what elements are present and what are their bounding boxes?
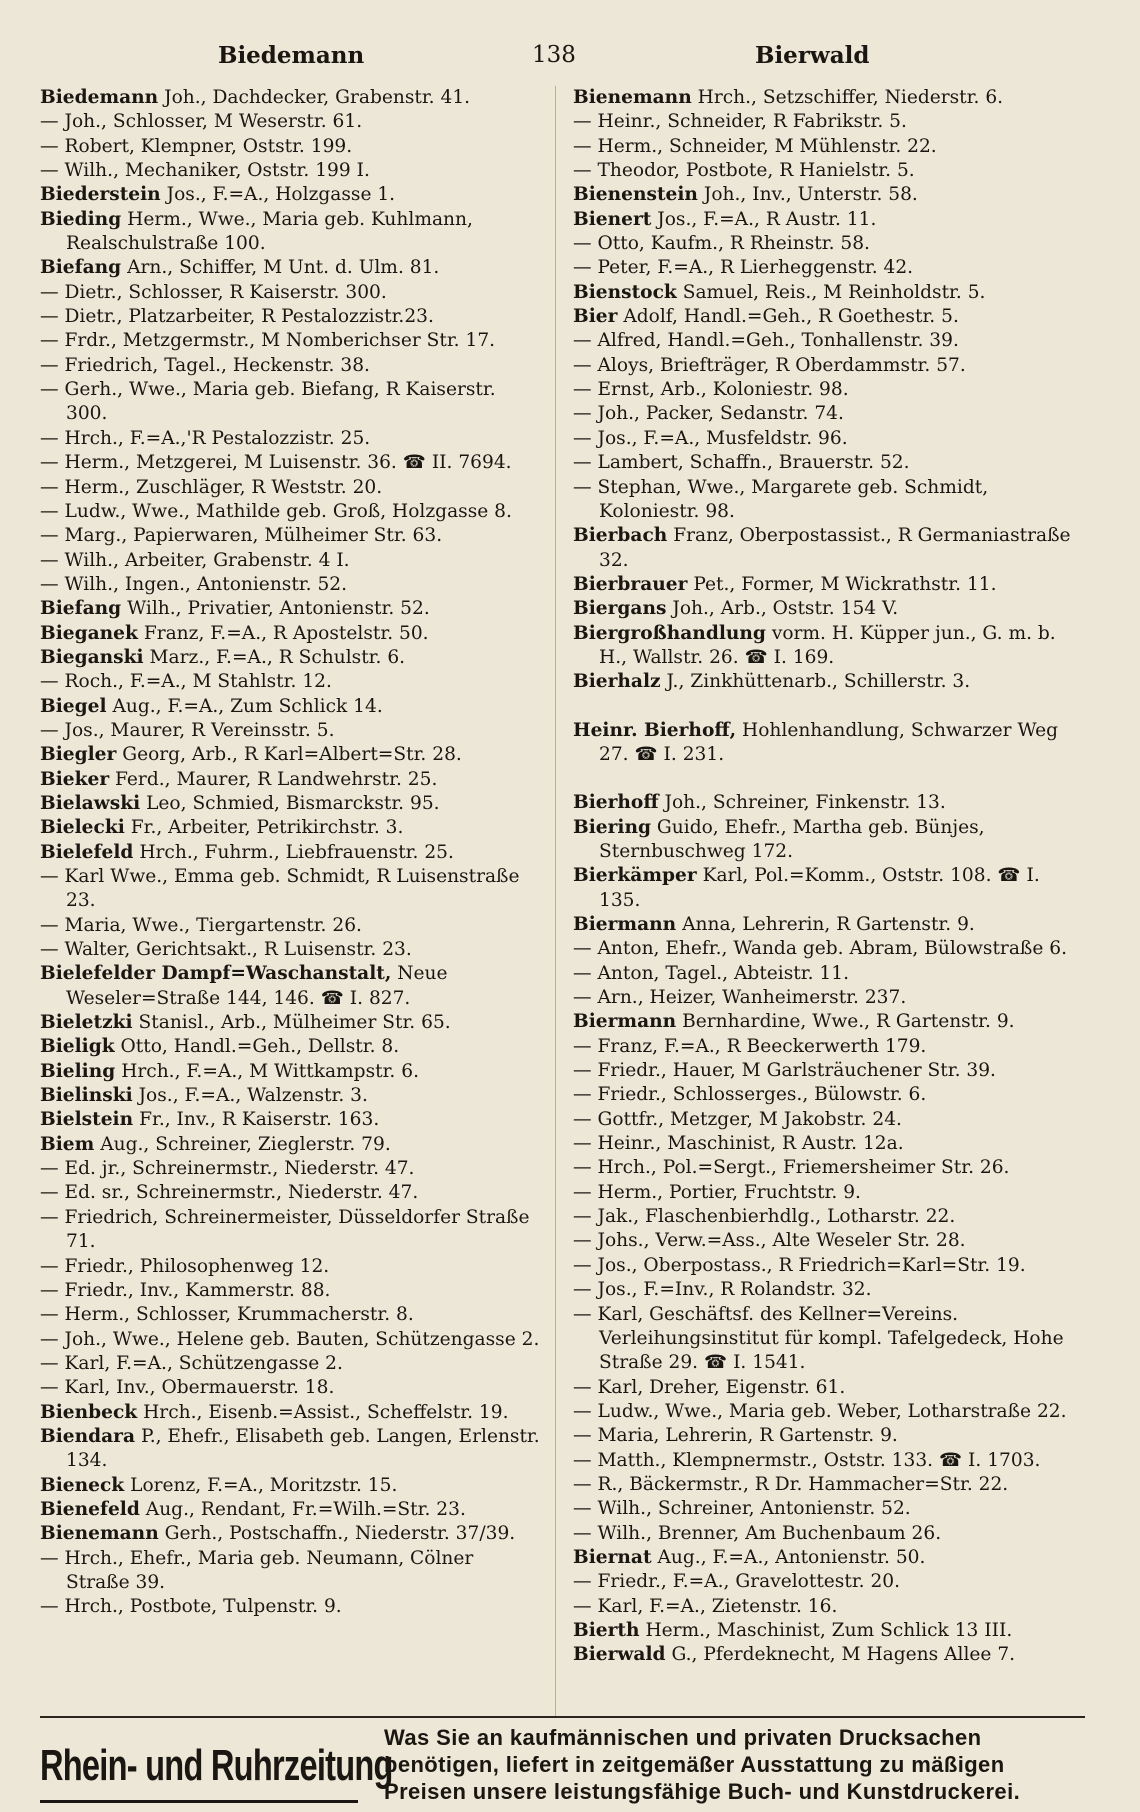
entry-details: Aug., F.=A., Antonienstr. 50. xyxy=(657,1546,926,1568)
directory-entry xyxy=(40,1522,540,1546)
entry-details: — Arn., Heizer, Wanheimerstr. 237. xyxy=(573,987,907,1009)
directory-entry xyxy=(40,1084,540,1108)
entry-details: — Herm., Portier, Fruchtstr. 9. xyxy=(573,1181,861,1203)
entry-details: Fr., Arbeiter, Petrikirchstr. 3. xyxy=(130,817,404,839)
directory-entry xyxy=(573,1229,1073,1253)
newspaper-logo: Rhein- und Ruhrzeitung xyxy=(40,1741,393,1790)
entry-details: — Maria, Lehrerin, R Gartenstr. 9. xyxy=(573,1425,898,1447)
entry-details: Herm., Wwe., Maria geb. Kuhlmann, Realschulstraße 100. xyxy=(66,208,473,255)
entry-details: Jos., F.=A., R Austr. 11. xyxy=(657,208,877,230)
directory-entry xyxy=(573,1570,1073,1594)
directory-entry xyxy=(40,183,540,207)
entry-details: Franz, F.=A., R Apostelstr. 50. xyxy=(143,622,429,644)
entry-details: — Maria, Wwe., Tiergartenstr. 26. xyxy=(40,914,362,936)
directory-entry xyxy=(40,524,540,548)
entry-details: Jos., F.=A., Walzenstr. 3. xyxy=(138,1085,368,1107)
directory-entry xyxy=(40,159,540,183)
directory-entry xyxy=(40,305,540,329)
entry-details: — Karl, Geschäftsf. des Kellner=Vereins. Verleihungsinstitut für kompl. Tafelgedeck, Hohe Straße 29. ☎ I. 1541. xyxy=(573,1303,1064,1374)
directory-entry xyxy=(573,378,1073,402)
entry-surname: Bielecki xyxy=(40,817,125,839)
entry-details: — Gottfr., Metzger, M Jakobstr. 24. xyxy=(573,1108,902,1130)
entry-details: Aug., Rendant, Fr.=Wilh.=Str. 23. xyxy=(145,1498,466,1520)
entry-surname: Biefang xyxy=(40,257,122,279)
entry-details: — Dietr., Platzarbeiter, R Pestalozzistr.23. xyxy=(40,306,434,328)
entry-details: — Ludw., Wwe., Mathilde geb. Groß, Holzgasse 8. xyxy=(40,500,512,522)
directory-entry xyxy=(573,256,1073,280)
entry-details: — Dietr., Schlosser, R Kaiserstr. 300. xyxy=(40,281,387,303)
entry-details: — Friedr., Schlosserges., Bülowstr. 6. xyxy=(573,1084,927,1106)
entry-details: — Joh., Wwe., Helene geb. Bauten, Schützengasse 2. xyxy=(40,1328,540,1350)
entry-details: Ferd., Maurer, R Landwehrstr. 25. xyxy=(115,768,438,790)
entry-details: — Anton, Ehefr., Wanda geb. Abram, Bülowstraße 6. xyxy=(573,938,1067,960)
directory-entry xyxy=(573,354,1073,378)
entry-details: — Ludw., Wwe., Maria geb. Weber, Lotharstraße 22. xyxy=(573,1400,1067,1422)
entry-surname: Bierhalz xyxy=(573,671,661,693)
entry-details: — Aloys, Briefträger, R Oberdammstr. 57. xyxy=(573,354,966,376)
directory-entry xyxy=(40,695,540,719)
entry-surname: Bielstein xyxy=(40,1109,134,1131)
directory-entry xyxy=(573,719,1073,768)
column-divider xyxy=(555,86,556,1716)
directory-entry xyxy=(573,524,1073,573)
entry-surname: Biegel xyxy=(40,695,107,717)
entry-details: Aug., Schreiner, Zieglerstr. 79. xyxy=(100,1133,391,1155)
entry-details: Bernhardine, Wwe., R Gartenstr. 9. xyxy=(682,1011,1015,1033)
entry-details: — Friedr., Philosophenweg 12. xyxy=(40,1255,330,1277)
directory-entry xyxy=(573,1303,1073,1376)
directory-entry xyxy=(40,792,540,816)
entry-details: — Wilh., Arbeiter, Grabenstr. 4 I. xyxy=(40,549,350,571)
directory-entry xyxy=(573,208,1073,232)
ad-line: Preisen unsere leistungsfähige Buch- und Kunstdruckerei. xyxy=(384,1779,1021,1804)
directory-entry xyxy=(40,914,540,938)
entry-details: J., Zinkhüttenarb., Schillerstr. 3. xyxy=(666,671,971,693)
entry-details: — Friedr., F.=A., Gravelottestr. 20. xyxy=(573,1571,901,1593)
directory-entry xyxy=(573,986,1073,1010)
entry-details: — Herm., Schlosser, Krummacherstr. 8. xyxy=(40,1304,414,1326)
entry-surname: Bienstock xyxy=(573,281,677,303)
directory-entry xyxy=(40,1206,540,1255)
directory-entry xyxy=(40,646,540,670)
entry-details: — Theodor, Postbote, R Hanielstr. 5. xyxy=(573,160,915,182)
entry-details: — Matth., Klempnermstr., Oststr. 133. ☎ I. 1703. xyxy=(573,1449,1041,1471)
directory-entry xyxy=(573,1546,1073,1570)
directory-entry xyxy=(40,1328,540,1352)
directory-entry xyxy=(40,1108,540,1132)
entry-details: Hrch., F.=A., M Wittkampstr. 6. xyxy=(121,1060,419,1082)
entry-surname: Biergroßhandlung xyxy=(573,622,766,644)
entry-details: — Frdr., Metzgermstr., M Nomberichser Str. 17. xyxy=(40,330,496,352)
entry-details: — Karl, Dreher, Eigenstr. 61. xyxy=(573,1376,846,1398)
entry-details: — Peter, F.=A., R Lierheggenstr. 42. xyxy=(573,257,914,279)
header-right-keyword: Bierwald xyxy=(755,42,870,69)
directory-entry xyxy=(40,1498,540,1522)
entry-details: — Alfred, Handl.=Geh., Tonhallenstr. 39. xyxy=(573,330,959,352)
directory-entry xyxy=(40,1547,540,1596)
entry-details: — Jos., Maurer, R Vereinsstr. 5. xyxy=(40,719,335,741)
directory-entry xyxy=(573,622,1073,671)
entry-details: Karl, Pol.=Komm., Oststr. 108. ☎ I. 135. xyxy=(599,865,1040,911)
directory-entry xyxy=(40,841,540,865)
entry-surname: Bieker xyxy=(40,768,110,790)
directory-entry xyxy=(40,670,540,694)
directory-entry xyxy=(573,670,1073,694)
entry-details: — Heinr., Schneider, R Fabrikstr. 5. xyxy=(573,111,907,133)
directory-entry xyxy=(573,86,1073,110)
entry-details: Herm., Maschinist, Zum Schlick 13 III. xyxy=(645,1619,1013,1641)
entry-surname: Biermann xyxy=(573,914,677,935)
entry-details: Lorenz, F.=A., Moritzstr. 15. xyxy=(130,1474,398,1496)
directory-entry xyxy=(40,549,540,573)
directory-entry xyxy=(573,937,1073,961)
entry-surname: Bier xyxy=(573,306,618,328)
entry-surname: Biedemann xyxy=(40,87,159,108)
directory-entry xyxy=(573,159,1073,183)
entry-surname: Biering xyxy=(573,816,651,838)
entry-details: G., Pferdeknecht, M Hagens Allee 7. xyxy=(671,1644,1016,1666)
entry-surname: Bielefelder Dampf=Waschanstalt, xyxy=(40,963,392,985)
entry-details: — Herm., Metzgerei, M Luisenstr. 36. ☎ II. 7694. xyxy=(40,452,512,474)
directory-entry xyxy=(40,451,540,475)
entry-details: Pet., Former, M Wickrathstr. 11. xyxy=(693,573,997,595)
directory-entry xyxy=(573,1083,1073,1107)
entry-details: Gerh., Postschaffn., Niederstr. 37/39. xyxy=(164,1523,516,1545)
entry-surname: Biem xyxy=(40,1133,95,1155)
entry-details: — Johs., Verw.=Ass., Alte Weseler Str. 28. xyxy=(573,1230,966,1252)
entry-details: — Wilh., Schreiner, Antonienstr. 52. xyxy=(573,1498,911,1520)
entry-surname: Bieneck xyxy=(40,1474,125,1496)
entry-details: Stanisl., Arb., Mülheimer Str. 65. xyxy=(138,1012,451,1034)
entry-details: Samuel, Reis., M Reinholdstr. 5. xyxy=(682,281,986,303)
directory-entry xyxy=(40,86,540,110)
directory-entry xyxy=(573,1595,1073,1619)
directory-entry xyxy=(573,1643,1073,1667)
entry-details: Marz., F.=A., R Schulstr. 6. xyxy=(149,646,406,668)
entry-details: — Lambert, Schaffn., Brauerstr. 52. xyxy=(573,452,910,474)
entry-details: Hrch., Eisenb.=Assist., Scheffelstr. 19. xyxy=(143,1401,509,1423)
directory-entry xyxy=(573,476,1073,525)
entry-details: Guido, Ehefr., Martha geb. Bünjes, Sternbuschweg 172. xyxy=(599,816,985,862)
entry-details: vorm. H. Küpper jun., G. m. b. H., Wallstr. 26. ☎ I. 169. xyxy=(599,622,1056,668)
entry-details: Hohlenhandlung, Schwarzer Weg 27. ☎ I. 231. xyxy=(599,719,1058,765)
directory-entry xyxy=(573,913,1073,937)
directory-entry xyxy=(573,1424,1073,1448)
entry-details: — Franz, F.=A., R Beeckerwerth 179. xyxy=(573,1035,927,1057)
directory-entry xyxy=(573,402,1073,426)
directory-entry xyxy=(573,1619,1073,1643)
directory-entry xyxy=(573,135,1073,159)
entry-details: — Wilh., Mechaniker, Oststr. 199 I. xyxy=(40,160,370,182)
entry-surname: Bienert xyxy=(573,208,652,230)
directory-entry xyxy=(573,232,1073,256)
directory-entry xyxy=(573,1108,1073,1132)
entry-details: Aug., F.=A., Zum Schlick 14. xyxy=(112,695,383,717)
entry-surname: Bienenstein xyxy=(573,184,698,206)
directory-entry xyxy=(40,962,540,1011)
entry-details: — Otto, Kaufm., R Rheinstr. 58. xyxy=(573,233,870,255)
directory-entry xyxy=(40,135,540,159)
directory-entry xyxy=(573,864,1073,913)
entry-surname: Biergans xyxy=(573,598,667,620)
entry-details: Joh., Arb., Oststr. 154 V. xyxy=(672,598,899,620)
directory-entry xyxy=(40,1011,540,1035)
entry-details: — R., Bäckermstr., R Dr. Hammacher=Str. 22. xyxy=(573,1473,1009,1495)
directory-entry xyxy=(40,1595,540,1619)
entry-surname: Bienefeld xyxy=(40,1498,140,1520)
entry-surname: Biernat xyxy=(573,1546,652,1568)
directory-entry xyxy=(573,1473,1073,1497)
entry-surname: Bierth xyxy=(573,1619,640,1641)
directory-entry xyxy=(573,1497,1073,1521)
entry-surname: Biederstein xyxy=(40,184,161,206)
entry-surname: Bieletzki xyxy=(40,1012,133,1034)
entry-details: — Ed. sr., Schreinermstr., Niederstr. 47. xyxy=(40,1182,419,1204)
directory-entry xyxy=(40,1133,540,1157)
directory-entry xyxy=(40,281,540,305)
entry-details: — Hrch., Ehefr., Maria geb. Neumann, Cölner Straße 39. xyxy=(40,1547,474,1593)
directory-entry xyxy=(40,427,540,451)
entry-details: — Hrch., F.=A.,'R Pestalozzistr. 25. xyxy=(40,427,371,449)
entry-details: — Karl, Inv., Obermauerstr. 18. xyxy=(40,1377,335,1399)
entry-details: Adolf, Handl.=Geh., R Goethestr. 5. xyxy=(623,306,959,328)
directory-entry xyxy=(40,1474,540,1498)
directory-entry xyxy=(40,816,540,840)
directory-entry xyxy=(40,1060,540,1084)
directory-entry xyxy=(573,1156,1073,1180)
directory-entry xyxy=(573,816,1073,865)
logo-underline xyxy=(40,1800,358,1803)
entry-details: — Heinr., Maschinist, R Austr. 12a. xyxy=(573,1133,904,1155)
directory-entry xyxy=(40,865,540,914)
entry-surname: Bielawski xyxy=(40,792,141,814)
advertisement-rule xyxy=(40,1716,1085,1718)
entry-details: — Ernst, Arb., Koloniestr. 98. xyxy=(573,379,849,401)
directory-entry xyxy=(573,427,1073,451)
entry-surname: Biermann xyxy=(573,1011,677,1033)
entry-details: — Karl, F.=A., Schützengasse 2. xyxy=(40,1352,343,1374)
entry-details: — Marg., Papierwaren, Mülheimer Str. 63. xyxy=(40,525,443,547)
entry-surname: Biefang xyxy=(40,598,122,620)
advertisement xyxy=(40,1722,1085,1808)
directory-entry xyxy=(40,573,540,597)
entry-surname: Bierhoff xyxy=(573,792,659,814)
entry-details: — Hrch., Pol.=Sergt., Friemersheimer Str. 26. xyxy=(573,1157,1010,1179)
entry-details: — Stephan, Wwe., Margarete geb. Schmidt, Koloniestr. 98. xyxy=(573,476,989,522)
entry-surname: Bienbeck xyxy=(40,1401,138,1423)
directory-entry xyxy=(40,1157,540,1181)
entry-surname: Biendara xyxy=(40,1425,136,1447)
entry-details: — Wilh., Brenner, Am Buchenbaum 26. xyxy=(573,1522,942,1544)
entry-details: — Jos., F.=A., Musfeldstr. 96. xyxy=(573,427,848,449)
right-column xyxy=(573,86,1073,1668)
entry-details: — Anton, Tagel., Abteistr. 11. xyxy=(573,962,849,984)
directory-entry xyxy=(573,1132,1073,1156)
directory-entry xyxy=(573,791,1073,815)
entry-surname: Bienemann xyxy=(40,1523,159,1545)
directory-entry xyxy=(573,281,1073,305)
entry-details: — Walter, Gerichtsakt., R Luisenstr. 23. xyxy=(40,939,412,961)
entry-surname: Bierwald xyxy=(573,1644,666,1666)
directory-entry xyxy=(40,500,540,524)
directory-entry xyxy=(40,354,540,378)
directory-entry xyxy=(573,1254,1073,1278)
directory-entry xyxy=(573,573,1073,597)
entry-surname: Bielefeld xyxy=(40,841,134,863)
entry-details: — Robert, Klempner, Oststr. 199. xyxy=(40,135,353,157)
entry-details: — Karl Wwe., Emma geb. Schmidt, R Luisenstraße 23. xyxy=(40,866,520,912)
entry-surname: Bierbrauer xyxy=(573,573,688,595)
directory-entry xyxy=(40,768,540,792)
entry-details: — Friedrich, Tagel., Heckenstr. 38. xyxy=(40,354,370,376)
entry-surname: Biegler xyxy=(40,744,117,766)
directory-entry xyxy=(40,1035,540,1059)
entry-details: — Roch., F.=A., M Stahlstr. 12. xyxy=(40,671,332,693)
directory-entry xyxy=(573,1449,1073,1473)
directory-entry xyxy=(40,938,540,962)
entry-details: — Friedr., Inv., Kammerstr. 88. xyxy=(40,1279,331,1301)
directory-entry xyxy=(40,476,540,500)
entry-surname: Bieligk xyxy=(40,1036,115,1058)
directory-entry xyxy=(573,597,1073,621)
directory-entry xyxy=(40,1376,540,1400)
directory-entry xyxy=(40,1425,540,1474)
directory-entry xyxy=(573,1522,1073,1546)
entry-details: — Hrch., Postbote, Tulpenstr. 9. xyxy=(40,1596,342,1618)
entry-details: — Joh., Packer, Sedanstr. 74. xyxy=(573,403,844,425)
directory-entry xyxy=(573,1059,1073,1083)
entry-details: — Friedr., Hauer, M Garlsträuchener Str. 39. xyxy=(573,1060,996,1082)
entry-details: Hrch., Setzschiffer, Niederstr. 6. xyxy=(697,87,1004,108)
entry-surname: Heinr. Bierhoff, xyxy=(573,719,737,741)
entry-details: P., Ehefr., Elisabeth geb. Langen, Erlenstr. 134. xyxy=(66,1425,540,1472)
directory-entry xyxy=(573,305,1073,329)
entry-details: Neue Weseler=Straße 144, 146. ☎ I. 827. xyxy=(66,963,448,1009)
advertisement-text xyxy=(384,1724,1084,1805)
left-column xyxy=(40,86,540,1620)
entry-surname: Bierbach xyxy=(573,525,668,547)
header-left-keyword: Biedemann xyxy=(218,42,365,69)
directory-entry xyxy=(573,329,1073,353)
directory-entry xyxy=(573,1278,1073,1302)
entry-surname: Bieling xyxy=(40,1060,116,1082)
directory-entry xyxy=(40,110,540,134)
entry-details: Arn., Schiffer, M Unt. d. Ulm. 81. xyxy=(127,257,440,279)
directory-entry xyxy=(40,597,540,621)
page-header xyxy=(40,42,1085,76)
directory-entry xyxy=(573,1376,1073,1400)
directory-entry xyxy=(40,1303,540,1327)
directory-entry xyxy=(573,1400,1073,1424)
directory-entry xyxy=(40,1352,540,1376)
entry-details: Wilh., Privatier, Antonienstr. 52. xyxy=(127,598,430,620)
entry-details: — Ed. jr., Schreinermstr., Niederstr. 47. xyxy=(40,1158,415,1180)
entry-details: Franz, Oberpostassist., R Germaniastraße 32. xyxy=(599,525,1071,571)
entry-details: Otto, Handl.=Geh., Dellstr. 8. xyxy=(120,1036,400,1058)
directory-entry xyxy=(40,256,540,280)
entry-details: — Gerh., Wwe., Maria geb. Biefang, R Kaiserstr. 300. xyxy=(40,379,496,425)
directory-entry xyxy=(573,1010,1073,1034)
entry-details: Georg, Arb., R Karl=Albert=Str. 28. xyxy=(122,744,462,766)
directory-entry xyxy=(40,743,540,767)
entry-surname: Bieganski xyxy=(40,646,144,668)
directory-entry xyxy=(40,1401,540,1425)
entry-details: Jos., F.=A., Holzgasse 1. xyxy=(166,184,396,206)
directory-entry xyxy=(40,1181,540,1205)
directory-entry xyxy=(40,329,540,353)
entry-details: Anna, Lehrerin, R Gartenstr. 9. xyxy=(682,914,975,935)
directory-entry xyxy=(573,1205,1073,1229)
directory-entry xyxy=(573,451,1073,475)
entry-surname: Bienemann xyxy=(573,87,692,108)
entry-details: — Herm., Zuschläger, R Weststr. 20. xyxy=(40,476,383,498)
entry-details: — Joh., Schlosser, M Weserstr. 61. xyxy=(40,111,363,133)
entry-details: — Jak., Flaschenbierhdlg., Lotharstr. 22. xyxy=(573,1206,956,1228)
directory-entry xyxy=(573,110,1073,134)
directory-entry xyxy=(573,183,1073,207)
entry-details: Joh., Schreiner, Finkenstr. 13. xyxy=(664,792,946,814)
entry-details: — Jos., Oberpostass., R Friedrich=Karl=Str. 19. xyxy=(573,1254,1026,1276)
entry-details: — Herm., Schneider, M Mühlenstr. 22. xyxy=(573,135,937,157)
directory-entry xyxy=(40,208,540,257)
entry-details: Joh., Dachdecker, Grabenstr. 41. xyxy=(164,87,471,108)
entry-details: Joh., Inv., Unterstr. 58. xyxy=(703,184,918,206)
directory-entry xyxy=(573,1035,1073,1059)
entry-surname: Bieganek xyxy=(40,622,138,644)
ad-line: benötigen, liefert in zeitgemäßer Ausstattung zu mäßigen xyxy=(384,1752,1005,1777)
directory-entry xyxy=(573,1181,1073,1205)
ad-line: Was Sie an kaufmännischen und privaten Drucksachen xyxy=(384,1725,982,1750)
directory-entry xyxy=(40,719,540,743)
page-number: 138 xyxy=(532,42,576,68)
directory-entry xyxy=(573,962,1073,986)
entry-details: — Wilh., Ingen., Antonienstr. 52. xyxy=(40,573,348,595)
entry-details: Hrch., Fuhrm., Liebfrauenstr. 25. xyxy=(139,841,454,863)
entry-details: Leo, Schmied, Bismarckstr. 95. xyxy=(146,792,440,814)
entry-details: Fr., Inv., R Kaiserstr. 163. xyxy=(139,1109,380,1131)
directory-entry xyxy=(40,1255,540,1279)
directory-entry xyxy=(40,378,540,427)
entry-surname: Bieding xyxy=(40,208,122,230)
entry-details: — Karl, F.=A., Zietenstr. 16. xyxy=(573,1595,838,1617)
entry-details: — Friedrich, Schreinermeister, Düsseldorfer Straße 71. xyxy=(40,1206,530,1253)
directory-entry xyxy=(40,1279,540,1303)
entry-surname: Bierkämper xyxy=(573,865,697,887)
entry-surname: Bielinski xyxy=(40,1085,133,1107)
entry-details: — Jos., F.=Inv., R Rolandstr. 32. xyxy=(573,1279,872,1301)
directory-entry xyxy=(40,622,540,646)
